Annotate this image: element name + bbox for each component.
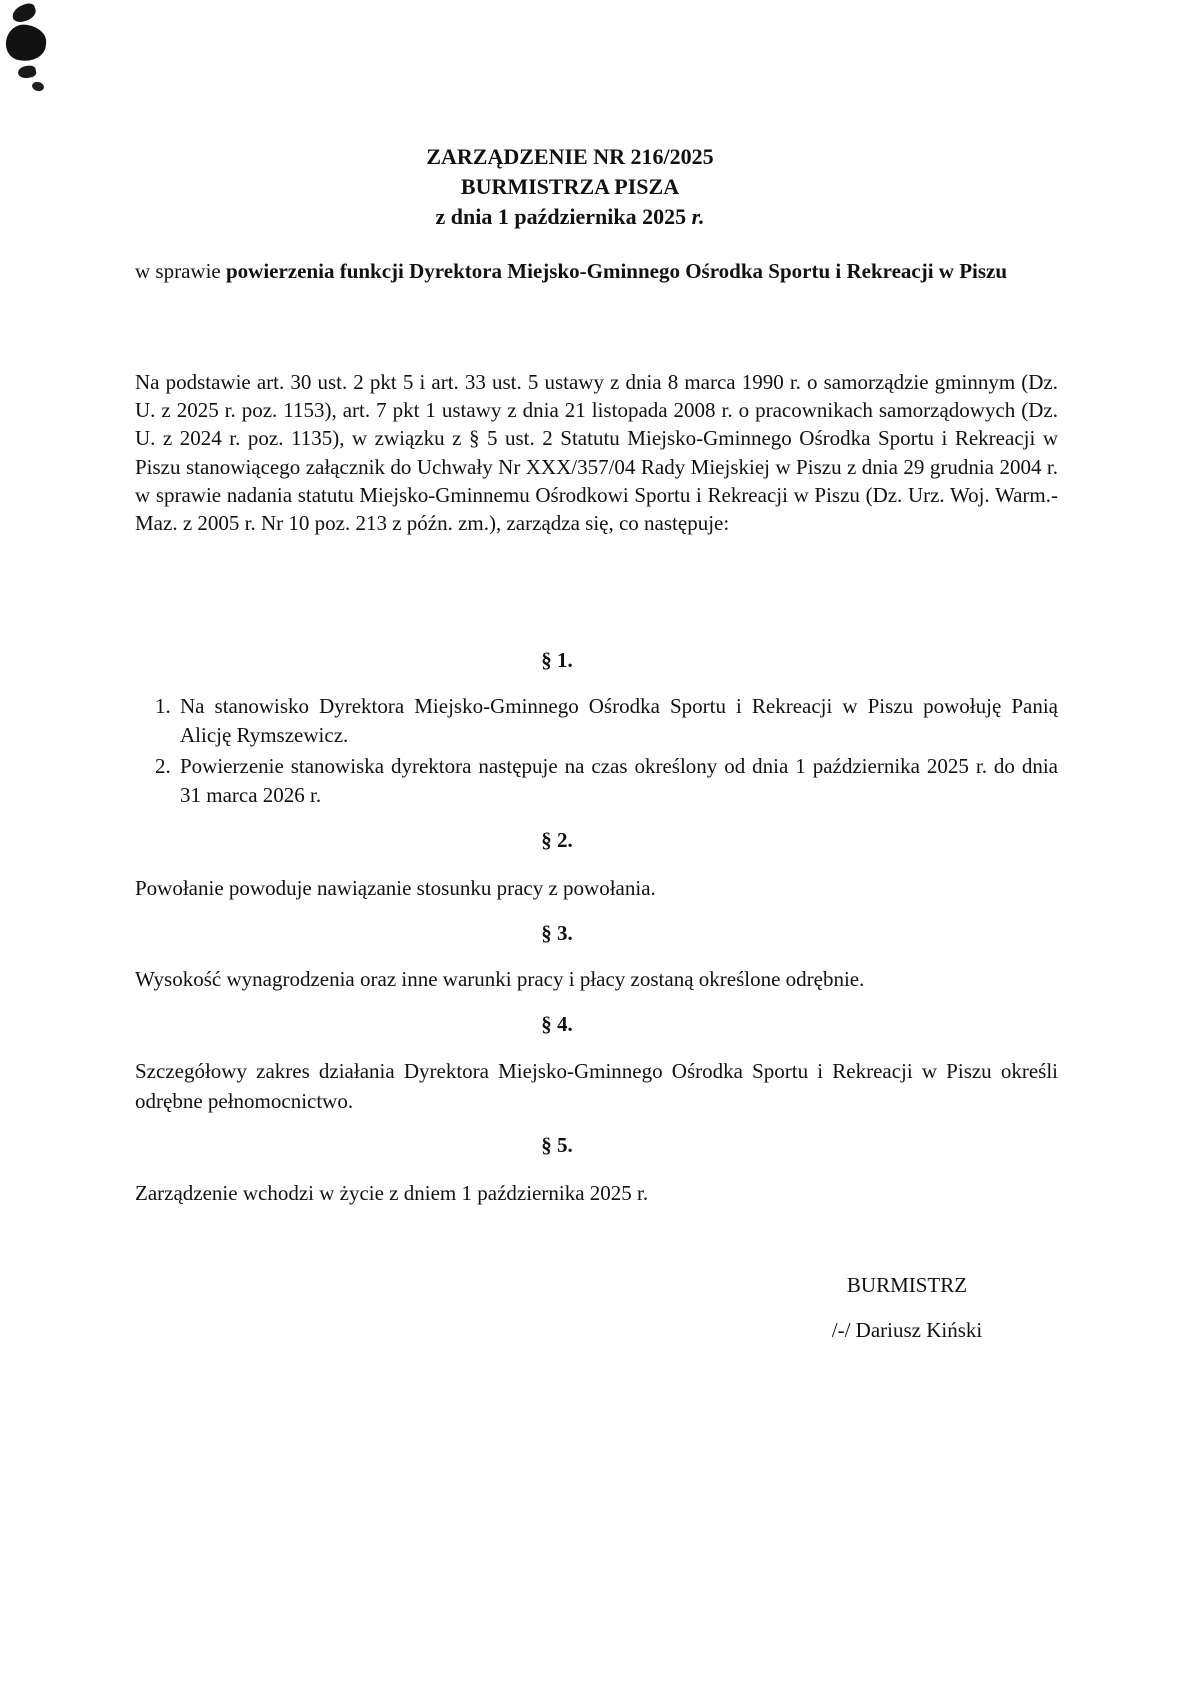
- title-line-date: z dnia 1 października 2025 r.: [435, 204, 705, 229]
- section-2-heading: § 2.: [541, 828, 573, 852]
- subject-prefix: w sprawie: [135, 259, 226, 283]
- signature-block: [737, 1271, 1077, 1344]
- list-item-2-number: 2.: [155, 754, 171, 778]
- document-title: [135, 142, 1005, 232]
- subject-line: [135, 256, 1058, 286]
- scan-artifact-blob: [10, 2, 38, 25]
- subject-bold-text: powierzenia funkcji Dyrektora Miejsko-Gminnego Ośrodka Sportu i Rekreacji w Piszu: [225, 259, 1008, 283]
- signature-name: /-/ Dariusz Kiński: [831, 1318, 983, 1342]
- legal-basis-paragraph: Na podstawie art. 30 ust. 2 pkt 5 i art. 33 ust. 5 ustawy z dnia 8 marca 1990 r. o samorządzie gminnym (Dz. U. z 2025 r. poz. 1153), art. 7 pkt 1 ustawy z dnia 21 listopada 2008 r. o pracownikach samorządowych (Dz. U. z 2024 r. poz. 1135), w związku z § 5 ust. 2 Statutu Miejsko-Gminnego Ośrodka Sportu i Rekreacji w Piszu stanowiącego załącznik do Uchwały Nr XXX/357/04 Rady Miejskiej w Piszu z dnia 29 grudnia 2004 r. w sprawie nadania statutu Miejsko-Gminnemu Ośrodkowi Sportu i Rekreacji w Piszu (Dz. Urz. Woj. Warm.-Maz. z 2005 r. Nr 10 poz. 213 z późn. zm.), zarządza się, co następuje:: [135, 370, 1058, 536]
- scan-artifact-blob: [17, 65, 37, 80]
- section-5-paragraph: Zarządzenie wchodzi w życie z dniem 1 października 2025 r.: [135, 1181, 649, 1205]
- list-item-1-text: Na stanowisko Dyrektora Miejsko-Gminnego Ośrodka Sportu i Rekreacji w Piszu powołuję Panią Alicję Rymszewicz.: [180, 694, 1058, 747]
- list-item-2-text: Powierzenie stanowiska dyrektora następuje na czas określony od dnia 1 października 2025 r. do dnia 31 marca 2026 r.: [180, 754, 1058, 807]
- section-4-heading: § 4.: [541, 1012, 573, 1036]
- scan-artifact-blob: [31, 81, 45, 93]
- list-item-1-number: 1.: [155, 694, 171, 718]
- section-5-heading: § 5.: [541, 1133, 573, 1157]
- title-line-issuer: BURMISTRZA PISZA: [460, 174, 680, 199]
- section-1-heading: § 1.: [541, 648, 573, 672]
- section-2-paragraph: Powołanie powoduje nawiązanie stosunku pracy z powołania.: [135, 876, 656, 900]
- title-line-number: ZARZĄDZENIE NR 216/2025: [426, 144, 714, 169]
- section-3-paragraph: Wysokość wynagrodzenia oraz inne warunki pracy i płacy zostaną określone odrębnie.: [135, 967, 865, 991]
- section-3-heading: § 3.: [541, 921, 573, 945]
- section-4-paragraph: Szczegółowy zakres działania Dyrektora Miejsko-Gminnego Ośrodka Sportu i Rekreacji w Piszu określi odrębne pełnomocnictwo.: [135, 1059, 1058, 1113]
- list-item-1: [135, 692, 1058, 750]
- signature-title: BURMISTRZ: [846, 1273, 968, 1297]
- section-1-list: [135, 692, 1058, 812]
- list-item-2: [135, 752, 1058, 810]
- scan-artifact-blob: [4, 22, 49, 63]
- scan-artifact-marks: [0, 0, 70, 110]
